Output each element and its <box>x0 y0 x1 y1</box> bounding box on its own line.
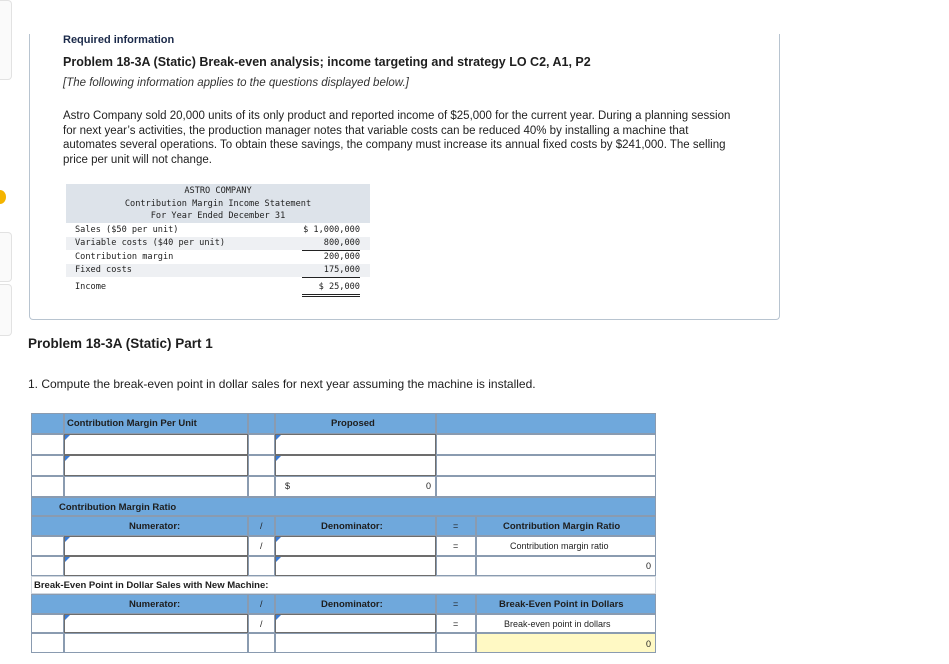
statement-label: Contribution margin <box>75 252 174 262</box>
edge-card[interactable] <box>0 284 12 336</box>
worksheet-grid <box>31 413 656 653</box>
numerator-label: Numerator: <box>129 521 181 532</box>
cm-per-unit-value: 0 <box>425 481 431 491</box>
row-cell <box>275 633 436 653</box>
statement-value: $ 25,000 <box>302 281 360 297</box>
divide-header <box>248 594 275 614</box>
row-cell <box>248 476 275 497</box>
row-cell <box>31 536 64 556</box>
edge-indicator-icon[interactable] <box>0 190 6 204</box>
row-cell <box>31 614 64 633</box>
statement-header <box>66 184 370 223</box>
be-section-label: Break-Even Point in Dollar Sales with New Machine: <box>34 580 269 591</box>
cm-ratio-result-label: Contribution Margin Ratio <box>503 521 621 532</box>
divide-symbol: / <box>260 599 263 609</box>
cm-ratio-value-cell <box>476 556 656 576</box>
row-cell <box>64 476 248 497</box>
left-edge-panel <box>0 0 14 664</box>
statement-row-income <box>66 281 370 294</box>
divide-symbol: / <box>260 541 263 551</box>
instructions-note: [The following information applies to the questions displayed below.] <box>63 77 409 89</box>
numerator-header <box>31 516 248 536</box>
part-title: Problem 18-3A (Static) Part 1 <box>28 336 213 351</box>
cm-ratio-numerator-input[interactable] <box>64 536 248 556</box>
equals-header <box>436 516 476 536</box>
statement-period: For Year Ended December 31 <box>150 211 286 222</box>
header-cell <box>31 413 64 434</box>
be-denominator-header <box>275 594 436 614</box>
cm-per-unit-header-label: Contribution Margin Per Unit <box>67 418 197 429</box>
row-cell <box>31 633 64 653</box>
denominator-label: Denominator: <box>321 599 383 610</box>
be-numerator-input[interactable] <box>64 614 248 633</box>
statement-row-contribution-margin <box>66 251 370 264</box>
statement-name: Contribution Margin Income Statement <box>124 198 312 209</box>
cm-label-input-1[interactable] <box>64 434 248 455</box>
row-cell <box>436 455 656 476</box>
row-cell <box>31 434 64 455</box>
income-statement <box>66 184 370 296</box>
problem-paragraph: Astro Company sold 20,000 units of its only product and reported income of $25,000 for the current year. During a planning session for next year’s activities, the production manager notes that variable costs can be reduced 40% by installing a machine that automates several operations. To obtain these savings, the company must increase its annual fixed costs by $241,000. The selling price per unit will not change. <box>63 110 731 166</box>
cm-ratio-extra-input-2[interactable] <box>275 556 436 576</box>
cm-ratio-denominator-input[interactable] <box>275 536 436 556</box>
statement-label: Income <box>75 282 107 292</box>
row-cell <box>436 476 656 497</box>
row-cell <box>31 556 64 576</box>
be-value: 0 <box>645 639 651 649</box>
statement-label: Variable costs ($40 per unit) <box>75 238 226 248</box>
information-box <box>29 34 780 320</box>
cm-value-input-1[interactable] <box>275 434 436 455</box>
cm-label-input-2[interactable] <box>64 455 248 476</box>
row-cell <box>248 455 275 476</box>
edge-card[interactable] <box>0 232 12 282</box>
cm-ratio-row-label: Contribution margin ratio <box>510 541 609 551</box>
statement-value: 175,000 <box>302 264 360 278</box>
equals-cell <box>436 614 476 633</box>
proposed-header-label: Proposed <box>331 418 375 429</box>
numerator-label: Numerator: <box>129 599 181 610</box>
statement-row-fixed-costs <box>66 264 370 277</box>
be-denominator-input[interactable] <box>275 614 436 633</box>
be-row-label-cell <box>476 614 656 633</box>
statement-label: Fixed costs <box>75 265 132 275</box>
required-label: Required information <box>63 34 175 46</box>
equals-symbol: = <box>453 541 459 551</box>
cm-per-unit-header <box>64 413 248 434</box>
be-value-cell <box>476 633 656 653</box>
be-result-header <box>476 594 656 614</box>
row-cell <box>31 476 64 497</box>
be-row-label: Break-even point in dollars <box>504 619 611 629</box>
row-cell <box>436 556 476 576</box>
denominator-label: Denominator: <box>321 521 383 532</box>
divide-symbol: / <box>260 521 263 531</box>
row-cell <box>64 633 248 653</box>
divide-symbol: / <box>260 619 263 629</box>
question-text: 1. Compute the break-even point in dollar sales for next year assuming the machine is installed. <box>28 377 536 391</box>
divide-cell <box>248 614 275 633</box>
be-numerator-header <box>31 594 248 614</box>
equals-cell <box>436 536 476 556</box>
row-cell <box>436 633 476 653</box>
statement-company: ASTRO COMPANY <box>184 186 252 196</box>
equals-header <box>436 594 476 614</box>
cm-ratio-value: 0 <box>645 561 651 571</box>
problem-title: Problem 18-3A (Static) Break-even analysis; income targeting and strategy LO C2, A1, P2 <box>63 55 591 69</box>
row-cell <box>248 434 275 455</box>
dollar-sign: $ <box>285 481 291 491</box>
edge-card[interactable] <box>0 0 12 80</box>
row-cell <box>248 633 275 653</box>
statement-value: 200,000 <box>323 252 360 262</box>
divide-cell <box>248 536 275 556</box>
row-cell <box>248 556 275 576</box>
header-cell <box>436 413 656 434</box>
divide-header <box>248 516 275 536</box>
proposed-header <box>275 413 436 434</box>
statement-row-sales <box>66 224 370 237</box>
statement-value: $ 1,000,000 <box>303 225 360 235</box>
row-cell <box>31 455 64 476</box>
equals-symbol: = <box>453 521 459 531</box>
header-cell <box>248 413 275 434</box>
equals-symbol: = <box>453 619 459 629</box>
statement-label: Sales ($50 per unit) <box>75 225 179 235</box>
cm-per-unit-total-cell <box>275 476 436 497</box>
cm-ratio-extra-input[interactable] <box>64 556 248 576</box>
cm-ratio-row-label-cell <box>476 536 656 556</box>
equals-symbol: = <box>453 599 459 609</box>
denominator-header <box>275 516 436 536</box>
row-cell <box>436 434 656 455</box>
cm-ratio-section-label: Contribution Margin Ratio <box>59 502 177 513</box>
be-result-label: Break-Even Point in Dollars <box>499 599 624 610</box>
cm-ratio-section-header <box>31 497 656 516</box>
statement-value: 800,000 <box>302 237 360 251</box>
cm-ratio-result-header <box>476 516 656 536</box>
statement-row-variable-costs <box>66 237 370 250</box>
cm-value-input-2[interactable] <box>275 455 436 476</box>
be-section-label-row <box>31 576 656 594</box>
